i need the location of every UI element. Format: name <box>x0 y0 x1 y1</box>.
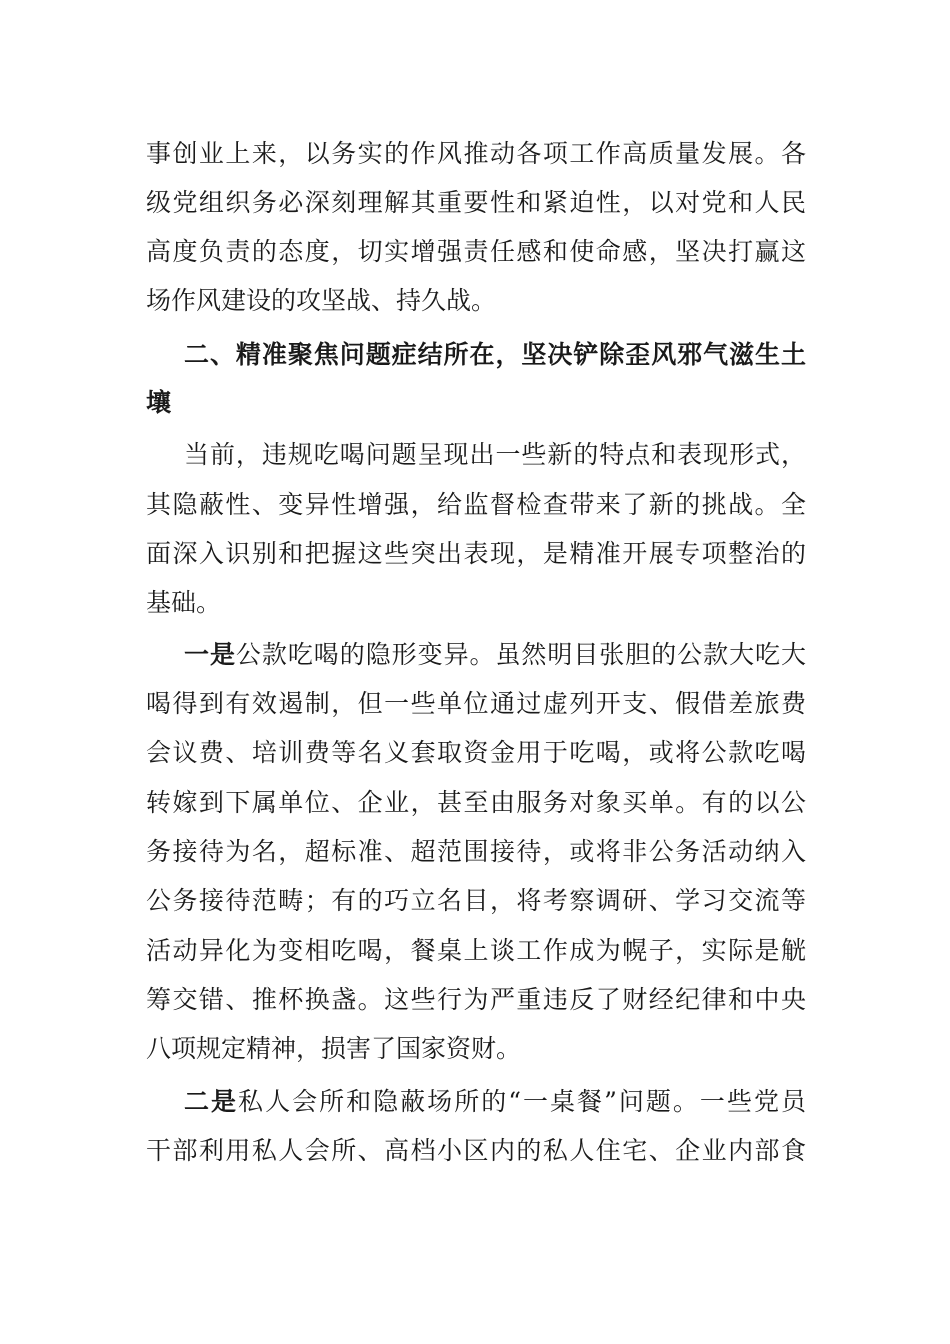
paragraph-line: 筹交错、推杯换盏。这些行为严重违反了财经纪律和中央 <box>146 985 806 1014</box>
paragraph-text: 私人会所和隐蔽场所的“一桌餐”问题。一些党员 <box>238 1087 806 1116</box>
paragraph-line: 八项规定精神，损害了国家资财。 <box>146 1034 522 1063</box>
paragraph-line: 会议费、培训费等名义套取资金用于吃喝，或将公款吃喝 <box>146 738 806 767</box>
paragraph-text: 公款吃喝的隐形变异。虽然明目张胆的公款大吃大 <box>235 640 806 669</box>
paragraph-line: 基础。 <box>146 588 222 617</box>
paragraph-line: 转嫁到下属单位、企业，甚至由服务对象买单。有的以公 <box>146 788 806 817</box>
paragraph-line: 活动异化为变相吃喝，餐桌上谈工作成为幌子，实际是觥 <box>146 936 806 965</box>
paragraph-line: 其隐蔽性、变异性增强，给监督检查带来了新的挑战。全 <box>146 490 806 519</box>
paragraph-line: 喝得到有效遏制，但一些单位通过虚列开支、假借差旅费 <box>146 689 806 718</box>
paragraph-lead: 一是 <box>184 640 236 669</box>
section-heading: 二、精准聚焦问题症结所在，坚决铲除歪风邪气滋生土 <box>184 340 806 369</box>
paragraph-line: 干部利用私人会所、高档小区内的私人住宅、企业内部食 <box>146 1136 806 1165</box>
paragraph-line: 公务接待范畴；有的巧立名目，将考察调研、学习交流等 <box>146 886 806 915</box>
paragraph-line <box>184 1085 806 1119</box>
paragraph-line: 高度负责的态度，切实增强责任感和使命感，坚决打赢这 <box>146 237 806 266</box>
paragraph-line: 当前，违规吃喝问题呈现出一些新的特点和表现形式， <box>184 440 806 469</box>
paragraph-line: 场作风建设的攻坚战、持久战。 <box>146 286 497 315</box>
paragraph-line: 级党组织务必深刻理解其重要性和紧迫性，以对党和人民 <box>146 188 806 217</box>
paragraph-line: 事创业上来，以务实的作风推动各项工作高质量发展。各 <box>146 139 806 168</box>
paragraph-line <box>184 638 806 672</box>
paragraph-lead: 二是 <box>184 1087 239 1116</box>
paragraph-line: 面深入识别和把握这些突出表现，是精准开展专项整治的 <box>146 539 806 568</box>
paragraph-line: 务接待为名，超标准、超范围接待，或将非公务活动纳入 <box>146 837 806 866</box>
section-heading: 壤 <box>146 388 172 417</box>
